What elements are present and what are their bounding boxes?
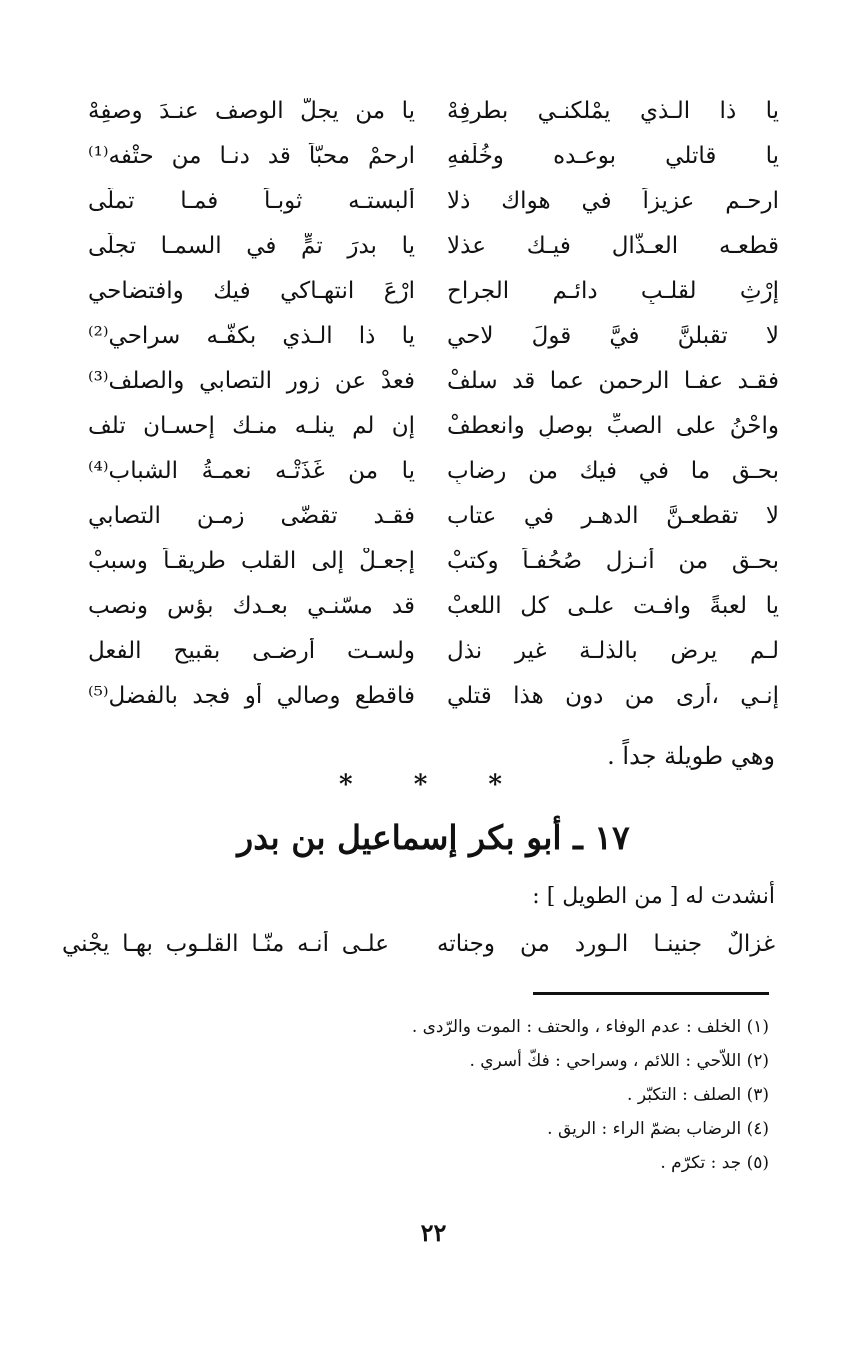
verse-first-hemistich: قطعـه العـذّال فيـك عذلا bbox=[447, 232, 779, 259]
verse-second-hemistich: ارْعَ انتهـاكي فيك وافتضاحي bbox=[88, 277, 415, 304]
verse-first-hemistich: واحْنُ على الصبِّ بوصلٍ وانعطفْ bbox=[447, 412, 779, 439]
verse-first-hemistich: إرْثِ لقلـبٍ دائـمِ الجراحِ bbox=[447, 277, 779, 304]
footnote-3: (٣) الصلف : التكبّر . bbox=[627, 1085, 769, 1105]
verse bbox=[88, 448, 779, 493]
verse bbox=[62, 922, 775, 966]
verse-first-hemistich: بحـق من أنـزل صُحُفـاً وكتبْ bbox=[447, 547, 779, 574]
section-title: ١٧ ـ أبو بكر إسماعيل بن بدر bbox=[237, 818, 630, 857]
verse-first-hemistich: يا لعبةً وافـت علـى كل اللعبْ bbox=[447, 592, 779, 619]
verse-first-hemistich: فقـد عفـا الرحمن عما قد سلفْ bbox=[447, 367, 779, 394]
verse-second-hemistich: فقـد تقضّى زمـن التصابي bbox=[88, 502, 415, 529]
verse-first-hemistich: لـم يرض بالذلـة غير نذل bbox=[447, 637, 779, 664]
verse bbox=[88, 403, 779, 448]
verse-second-hemistich: قد مسّنـي بعـدك بؤس ونصب bbox=[88, 592, 415, 619]
verse bbox=[88, 673, 779, 718]
verse bbox=[88, 223, 779, 268]
verse-first-hemistich: إنـي ،أرى من دون هذا قتلي bbox=[447, 682, 779, 709]
footnote-5: (٥) جد : تكرّم . bbox=[660, 1153, 769, 1173]
verse-second-hemistich: إجعـلْ إلى القلب طريقـاً وسببْ bbox=[88, 547, 415, 574]
verse bbox=[88, 133, 779, 178]
verse-first-hemistich: غزالٌ جنينـا الـورد من وجناته bbox=[437, 931, 775, 957]
footnote-divider bbox=[533, 992, 769, 995]
verse bbox=[88, 268, 779, 313]
verse bbox=[88, 493, 779, 538]
verse-second-hemistich: يا ذا الـذي بكفّـه سراحي⁽²⁾ bbox=[88, 322, 415, 349]
verse-first-hemistich: ارحـم عزيزاً في هواك ذلا bbox=[447, 187, 779, 214]
verse-second-hemistich: يا بدرَ تمٍّ في السمـا تجلّى bbox=[88, 232, 415, 259]
verse bbox=[88, 583, 779, 628]
verse-first-hemistich: بحـق ما في فيك من رضابِ bbox=[447, 457, 779, 484]
verse-second-hemistich: علـى أنـه منّـا القلـوب بهـا يجْني bbox=[62, 931, 389, 957]
verse-second-hemistich: فعدْ عن زور التصابي والصلف⁽³⁾ bbox=[88, 367, 415, 394]
verse bbox=[88, 178, 779, 223]
verse-first-hemistich: لا تقطعـنَّ الدهـر في عتاب bbox=[447, 502, 779, 529]
verse-first-hemistich: لا تقبلنَّ فيَّ قولَ لاحي bbox=[447, 322, 779, 349]
verse-second-hemistich: ألبستـه ثوبـاً فمـا تملّى bbox=[88, 187, 415, 214]
footnote-1: (١) الخلف : عدم الوفاء ، والحتف : الموت والرّدى . bbox=[411, 1017, 769, 1037]
footnotes bbox=[169, 1010, 769, 1180]
verse-first-hemistich: يا ذا الـذي يمْلكنـي بطرفِهْ bbox=[447, 97, 779, 124]
section-intro: أنشدت له [ من الطويل ] : bbox=[532, 884, 775, 909]
verse-second-hemistich: فاقطع وصالي أو فجد بالفضل⁽⁵⁾ bbox=[88, 682, 415, 709]
verse-second-hemistich: ولسـت أرضـى بقبيح الفعل bbox=[88, 637, 415, 664]
verse-second-hemistich: ارحمْ محبّاً قد دنـا من حتْفه⁽¹⁾ bbox=[88, 142, 415, 169]
verse-second-hemistich: يا من يجلُّ الوصف عنـدَ وصفِهْ bbox=[88, 97, 415, 124]
poem bbox=[88, 88, 779, 718]
verse-second-hemistich: يا من غَذَتْـه نعمـةُ الشباب⁽⁴⁾ bbox=[88, 457, 415, 484]
footnote-4: (٤) الرضاب بضمّ الراء : الريق . bbox=[547, 1119, 769, 1139]
section-separator: * * * bbox=[339, 770, 528, 800]
verse bbox=[88, 313, 779, 358]
verse-first-hemistich: يا قاتلي بوعـده وخُلْفهِ bbox=[447, 142, 779, 169]
page-number: ٢٢ bbox=[420, 1218, 447, 1247]
verse bbox=[88, 628, 779, 673]
closing-line: وهي طويلة جداً . bbox=[607, 742, 775, 770]
verse-second-hemistich: إن لم ينلـه منـك إحسـان تلف bbox=[88, 412, 415, 439]
verse bbox=[88, 88, 779, 133]
footnote-2: (٢) اللاّحي : اللائم ، وسراحي : فكّ أسري . bbox=[469, 1051, 769, 1071]
verse bbox=[88, 358, 779, 403]
verse bbox=[88, 538, 779, 583]
